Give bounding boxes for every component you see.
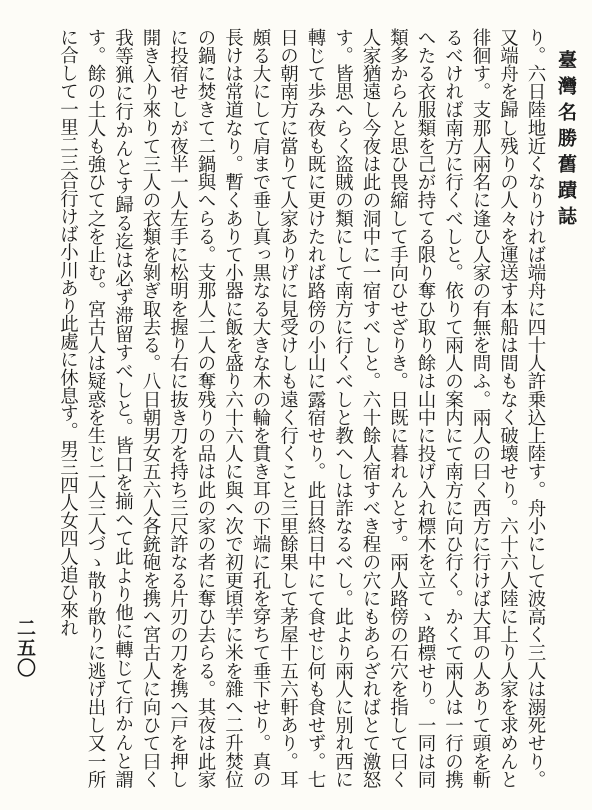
page-number: 二五〇	[14, 618, 36, 678]
body-paragraph: り。六日陸地近くなりければ端舟に四十人許乗込上陸す。舟小にして波高く三人は溺死せり。又端舟を歸し残りの人々を運送す本船は間もなく破壊せり。六十六人陸に上り人家を求めんと徘徊す。支那人兩名に逢ひ人家の有無を問ふ。兩人の曰く西方に行けば大耳の人ありて頭を斬るべければ南方に行くべしと。依りて兩人の案内にて南方に向ひ行く。かくて兩人は一行の携へたる衣服類を己が持てる限り奪ひ取り餘は山中に投げ入れ標木を立てゝ路標せり。一同は同類多からんと思ひ畏縮して手向ひせざりき。日既に暮れんとす。兩人路傍の石穴を指して曰く人家猶遠し今夜は此の洞中に一宿すべしと。六十餘人宿すべき程の穴にもあらざればとて激怒す。皆思へらく盗賊の類にして南方に行くべしと教へしは詐なるべし。此より兩人に別れ西に轉じて歩み夜も既に更けたれば路傍の小山に露宿せり。此日終日中にて食せじ何も食せず。七日の朝南方に當りて人家ありげに見受けしも遠く行くこと三里餘果して茅屋十五六軒あり。耳頗る大にして肩まで垂し真っ黒なる大きな木の輪を貫き耳の下端に孔を穿ちて垂下せり。真の長けは常道なり。暫くありて小器に飯を盛り六十六人に與へ次で初更頃芋に米を雜へ二升焚位の鍋に焚きて二鍋與へらる。支那人二人の奪残りの品は此の家の者に奪ひ去らる。其夜は此家に投宿せしが夜半一人左手に松明を握り右に抜き刀を持ち三尺許なる片刃の刀を携へ戸を押し開き入り來りて三人の衣類を剝ぎ取去る。八日朝男女五六人各銃砲を携へ宮古人に向ひて曰く我等猟に行かんとす歸る迄は必ず滞留すべしと。皆口を揃へて此より他に轉じて行かんと謂す。餘の土人も強ひて之を止む。宮古人は疑惑を生じ二人三人づゝ散り散りに逃げ出し又一所に合して一里二三合行けば小川あり此處に休息す。男三四人女四人追ひ來れ	[57, 28, 546, 788]
body-text-block	[42, 28, 549, 788]
running-title: 臺灣名勝舊蹟誌	[555, 50, 577, 232]
